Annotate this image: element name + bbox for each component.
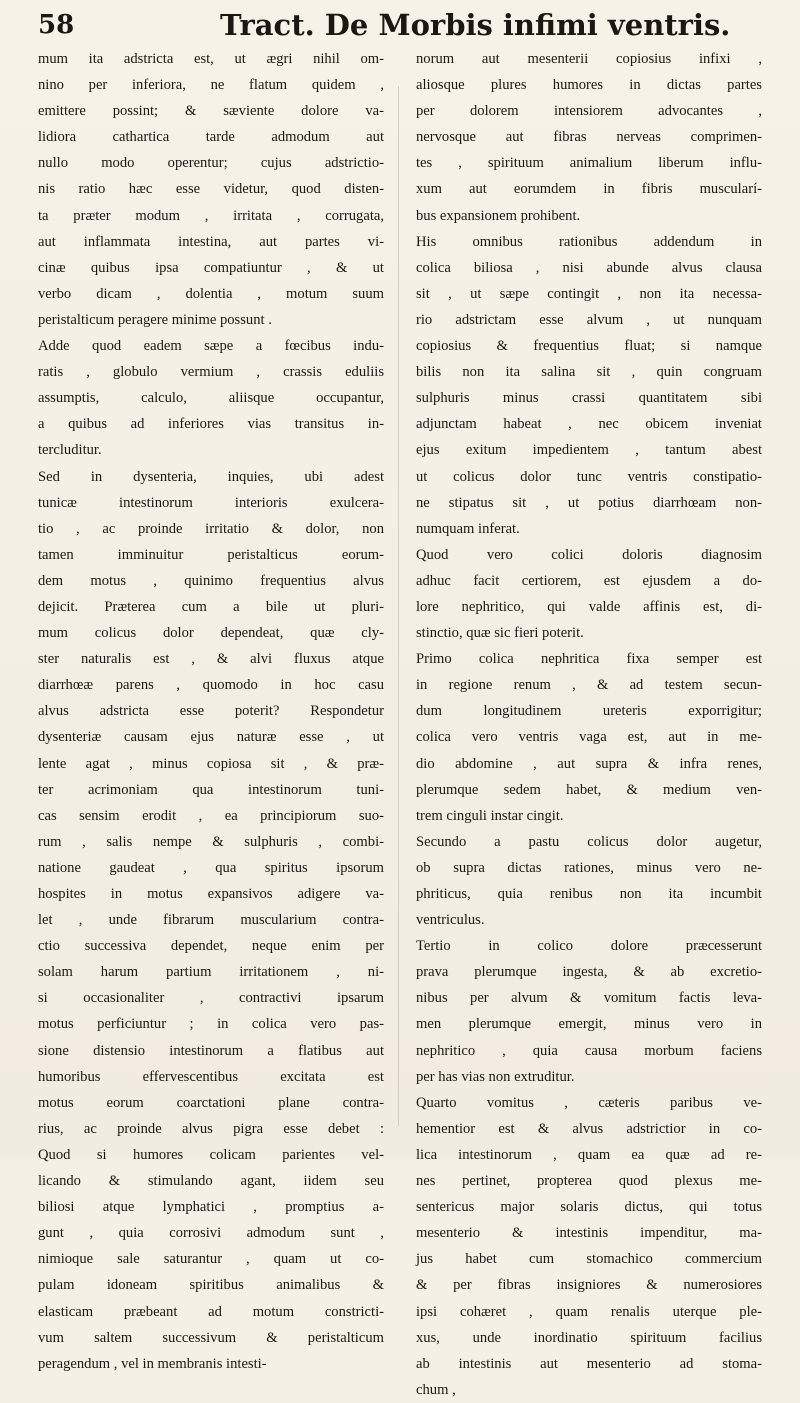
text-line: tunicæ intestinorum interioris exulcera- (38, 494, 384, 511)
text-line: colica biliosa , nisi abunde alvus clausa (416, 259, 762, 276)
text-line: lore nephritico, qui valde affinis est, di- (416, 598, 762, 615)
text-line: nino per inferiora, ne flatum quidem , (38, 77, 384, 94)
column-divider (398, 86, 399, 1126)
text-line: men plerumque emergit, minus vero in (416, 1016, 762, 1033)
text-line: licando & stimulando agant, iidem seu (38, 1173, 384, 1190)
text-line: Secundo a pastu colicus dolor augetur, (416, 833, 762, 850)
text-line: per has vias non extruditur. (416, 1068, 575, 1085)
text-line: phriticus, quia renibus non ita incumbit (416, 886, 762, 902)
text-line: colica vero ventris vaga est, aut in me- (416, 729, 762, 746)
text-line: ventriculus. (416, 912, 485, 929)
text-line: adhuc facit certiorem, est ejusdem a do- (416, 572, 762, 589)
text-line: Quod si humores colicam parientes vel- (38, 1146, 384, 1163)
text-line: sit , ut sæpe contingit , non ita necessa- (416, 285, 762, 302)
text-line: dejicit. Præterea cum a bile ut pluri- (38, 598, 384, 615)
text-line: sentericus major solaris dictus, qui totus (416, 1199, 762, 1216)
text-line: ab intestinis aut mesenterio ad stoma- (416, 1355, 762, 1372)
text-line: lica intestinorum , quam ea quæ ad re- (416, 1146, 762, 1163)
text-line: natione gaudeat , qua spiritus ipsorum (38, 859, 384, 876)
text-line: nullo modo operentur; cujus adstrictio- (38, 155, 384, 172)
text-line: bilis non ita salina sit , quin congruam (416, 364, 762, 381)
text-line: Adde quod eadem sæpe a fœcibus indu- (38, 338, 384, 355)
text-line: vum saltem successivum & peristalticum (38, 1329, 384, 1346)
text-line: stinctio, quæ sic fieri poterit. (416, 625, 584, 642)
text-line: dio abdomine , aut supra & infra renes, (416, 755, 762, 772)
text-line: ut colicus dolor tunc ventris constipatio- (416, 468, 762, 485)
text-line: Sed in dysenteria, inquies, ubi adest (38, 468, 384, 485)
text-line: nephritico , quia causa morbum faciens (416, 1042, 762, 1059)
text-line: trem cinguli instar cingit. (416, 807, 564, 824)
text-line: nes pertinet, propterea quod plexus me- (416, 1173, 762, 1190)
text-line: rio adstrictam esse alvum , ut nunquam (416, 311, 762, 328)
text-line: prava plerumque ingesta, & ab excretio- (416, 964, 762, 981)
text-line: hospites in motus expansivos adigere va- (38, 886, 384, 902)
text-line: ter acrimoniam qua intestinorum tuni- (38, 781, 384, 798)
text-line: cinæ quibus ipsa compatiuntur , & ut (38, 259, 384, 276)
text-line: norum aut mesenterii copiosius infixi , (416, 51, 762, 67)
text-line: verbo dicam , dolentia , motum suum (38, 285, 384, 302)
text-line: per dolorem intensiorem advocantes , (416, 103, 762, 120)
text-line: ster naturalis est , & alvi fluxus atque (38, 651, 384, 668)
text-line: biliosi atque lymphatici , promptius a- (38, 1199, 384, 1216)
text-line: ejus exitum impedientem , tantum abest (416, 442, 762, 459)
text-line: aut inflammata intestina, aut partes vi- (38, 233, 384, 250)
text-line: rum , salis nempe & sulphuris , combi- (38, 833, 384, 850)
text-line: chum , (416, 1381, 456, 1398)
text-line: sione distensio intestinorum a flatibus aut (38, 1042, 384, 1059)
text-line: bus expansionem prohibent. (416, 207, 581, 224)
text-line: pulam idoneam spiritibus animalibus & (38, 1277, 384, 1294)
text-line: nimioque sale saturantur , quam ut co- (38, 1251, 384, 1268)
page-number: 58 (38, 10, 75, 40)
text-line: Tertio in colico dolore præcesserunt (416, 938, 762, 955)
text-line: tio , ac proinde irritatio & dolor, non (38, 520, 384, 537)
text-line: mesenterio & intestinis impenditur, ma- (416, 1225, 762, 1242)
text-line: solam harum partium irritationem , ni- (38, 964, 384, 981)
text-line: peristalticum peragere minime possunt . (38, 311, 272, 328)
text-line: nervosque aut fibras nerveas comprimen- (416, 129, 762, 146)
text-line: diarrhœæ parens , quomodo in hoc casu (38, 677, 384, 694)
text-line: nis ratio hæc esse videtur, quod disten- (38, 181, 384, 198)
text-line: in regione renum , & ad testem secun- (416, 677, 762, 694)
text-line: dem motus , quinimo frequentius alvus (38, 572, 384, 589)
text-line: cas sensim erodit , ea principiorum suo- (38, 807, 384, 824)
text-line: dysenteriæ causam ejus naturæ esse , ut (38, 729, 384, 746)
text-line: His omnibus rationibus addendum in (416, 233, 762, 250)
text-line: & per fibras insigniores & numerosiores (416, 1277, 762, 1294)
text-line: ipsi cohæret , quam renalis uterque ple- (416, 1303, 762, 1320)
text-line: tamen imminuitur peristalticus eorum- (38, 546, 384, 563)
text-line: let , unde fibrarum muscularium contra- (38, 912, 384, 929)
text-line: nibus per alvum & vomitum factis leva- (416, 990, 762, 1007)
text-line: ob supra dictas rationes, minus vero ne- (416, 859, 762, 876)
page-header (38, 8, 738, 48)
text-line: gunt , quia corrosivi admodum sunt , (38, 1225, 384, 1242)
text-line: Quod vero colici doloris diagnosim (416, 546, 762, 563)
text-line: hementior est & alvus adstrictior in co- (416, 1120, 762, 1137)
text-line: ta præter modum , irritata , corrugata, (38, 207, 384, 224)
text-line: adjunctam habeat , nec obicem inveniat (416, 416, 762, 433)
text-line: jus habet cum stomachico commercium (416, 1251, 762, 1268)
right-column (416, 46, 762, 1403)
text-line: motus perficiuntur ; in colica vero pas- (38, 1016, 384, 1033)
text-line: copiosius & frequentius fluat; si namque (416, 338, 762, 355)
text-line: mum ita adstricta est, ut ægri nihil om- (38, 51, 384, 67)
text-line: elasticam præbeant ad motum constricti- (38, 1303, 384, 1320)
text-line: peragendum , vel in membranis intesti- (38, 1355, 267, 1372)
text-line: ne stipatus sit , ut potius diarrhœam non- (416, 494, 762, 511)
left-column (38, 46, 384, 1377)
text-line: Primo colica nephritica fixa semper est (416, 651, 762, 668)
text-line: humoribus effervescentibus excitata est (38, 1068, 384, 1085)
text-line: xus, unde inordinatio spirituum facilius (416, 1329, 762, 1346)
text-line: Quarto vomitus , cæteris paribus ve- (416, 1094, 762, 1111)
text-line: alvus adstricta esse poterit? Respondetur (38, 703, 384, 720)
text-line: rius, ac proinde alvus pigra esse debet : (38, 1120, 384, 1137)
text-line: aliosque plures humores in dictas partes (416, 77, 762, 94)
text-line: lente agat , minus copiosa sit , & præ- (38, 755, 384, 772)
text-line: ratis , globulo vermium , crassis eduliis (38, 364, 384, 381)
text-line: mum colicus dolor dependeat, quæ cly- (38, 625, 384, 642)
text-line: lidiora cathartica tarde admodum aut (38, 129, 384, 146)
text-line: assumptis, calculo, aliisque occupantur, (38, 390, 384, 407)
text-line: dum longitudinem ureteris exporrigitur; (416, 703, 762, 720)
text-line: motus eorum coarctationi plane contra- (38, 1094, 384, 1111)
text-line: xum aut eorumdem in fibris muscularí- (416, 181, 762, 198)
text-line: sulphuris minus crassi quantitatem sibi (416, 390, 762, 407)
running-head: Tract. De Morbis infimi ventris. (220, 8, 731, 42)
text-line: si occasionaliter , contractivi ipsarum (38, 990, 384, 1007)
text-line: numquam inferat. (416, 520, 520, 537)
text-line: tercluditur. (38, 442, 102, 459)
text-line: emittere possint; & sæviente dolore va- (38, 103, 384, 120)
text-line: tes , spirituum animalium liberum influ- (416, 155, 762, 172)
text-line: ctio successiva dependet, neque enim per (38, 938, 384, 955)
text-line: a quibus ad inferiores vias transitus in- (38, 416, 384, 433)
text-line: plerumque sedem habet, & medium ven- (416, 781, 762, 798)
